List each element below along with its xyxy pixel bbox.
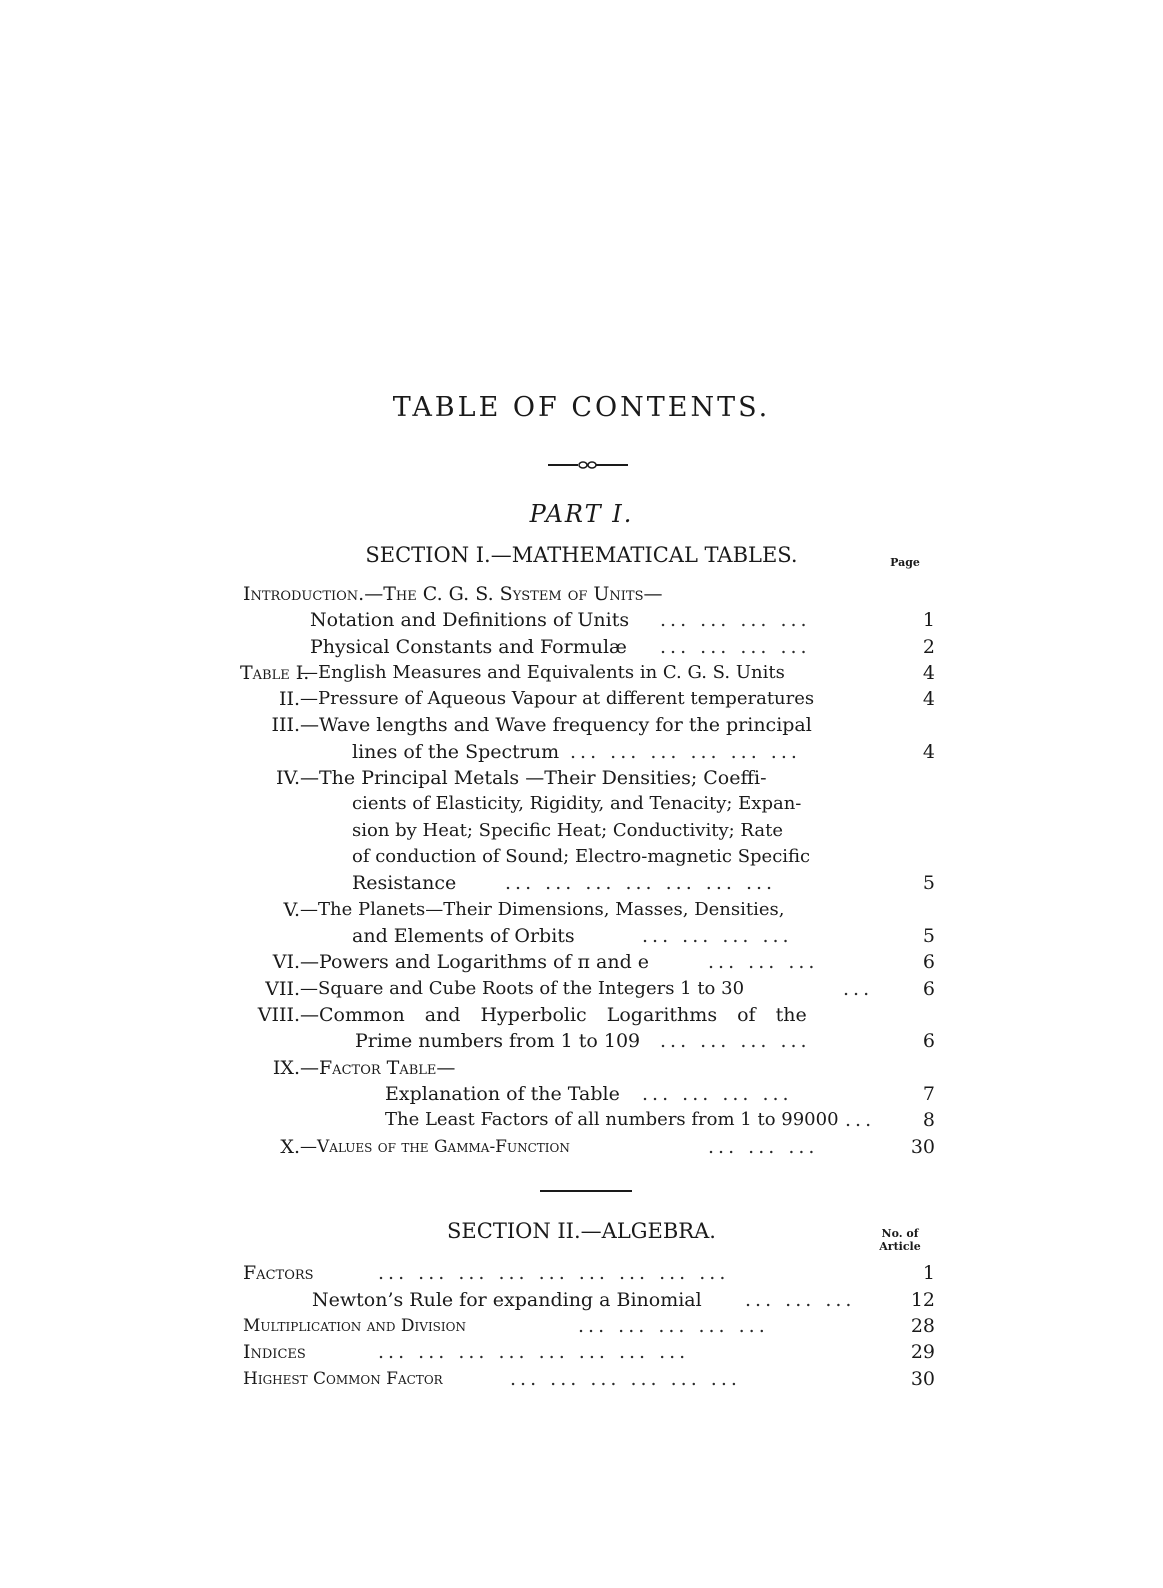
toc-entry-text: —Square and Cube Roots of the Integers 1 to 30 — [300, 978, 745, 999]
toc-row — [0, 1261, 1163, 1289]
toc-leader: ... — [845, 1109, 876, 1131]
toc-page-number: 30 — [910, 1136, 935, 1158]
toc-entry-text: Notation and Definitions of Units — [310, 609, 630, 631]
toc-table-number: VIII. — [257, 1004, 300, 1026]
page-title: TABLE OF CONTENTS. — [392, 392, 771, 423]
toc-entry-text: Prime numbers from 1 to 109 — [355, 1030, 641, 1052]
toc-entry-text: —The Principal Metals —Their Densities; Coeffi- — [300, 767, 767, 789]
ornament-divider — [548, 460, 628, 470]
toc-page-number: 7 — [922, 1083, 935, 1105]
toc-leader: ... ... ... ... — [660, 636, 811, 658]
toc-row — [0, 1288, 1163, 1316]
toc-row — [0, 608, 1163, 636]
toc-table-number: V. — [283, 899, 300, 921]
toc-row — [0, 1135, 1163, 1163]
page-column-label: Page — [890, 556, 920, 569]
toc-entry-text: Factors — [243, 1262, 314, 1284]
toc-entry-text: sion by Heat; Specific Heat; Conductivity; Rate — [352, 820, 783, 841]
part-heading: PART I. — [529, 500, 634, 528]
section-1-heading: SECTION I.—MATHEMATICAL TABLES. — [365, 543, 798, 567]
toc-entry-text: —Common and Hyperbolic Logarithms of the — [300, 1004, 807, 1026]
toc-leader: ... ... ... ... — [660, 609, 811, 631]
toc-entry-text: The Least Factors of all numbers from 1 to 99000 — [385, 1109, 839, 1130]
toc-table-number: IV. — [276, 767, 300, 789]
toc-article-number: 30 — [910, 1368, 935, 1390]
toc-entry-text: Indices — [243, 1341, 306, 1363]
toc-entry-text: Physical Constants and Formulæ — [310, 636, 627, 658]
toc-row — [0, 635, 1163, 663]
toc-leader: ... ... ... ... — [642, 925, 793, 947]
toc-leader: ... ... ... ... — [660, 1030, 811, 1052]
toc-leader: ... ... ... ... ... ... — [570, 741, 801, 763]
toc-page-number: 1 — [922, 609, 935, 631]
toc-entry-text: Introduction.—The C. G. S. System of Units— — [243, 583, 663, 605]
toc-row — [0, 740, 1163, 768]
toc-row — [0, 792, 1163, 820]
toc-entry-text: Newton’s Rule for expanding a Binomial — [312, 1289, 702, 1311]
toc-table-number: II. — [278, 688, 300, 710]
section-divider — [540, 1190, 632, 1192]
toc-row — [0, 1082, 1163, 1110]
toc-leader: ... ... ... ... — [642, 1083, 793, 1105]
toc-entry-text: Highest Common Factor — [243, 1369, 443, 1389]
toc-article-number: 29 — [910, 1341, 935, 1363]
toc-row — [0, 1003, 1163, 1031]
toc-leader: ... ... ... ... ... ... ... ... ... — [378, 1262, 730, 1284]
toc-row — [0, 819, 1163, 847]
toc-table-number: Table I. — [240, 662, 310, 684]
toc-entry-text: —English Measures and Equivalents in C. G. S. Units — [300, 662, 785, 683]
toc-table-number: X. — [280, 1136, 300, 1158]
toc-row — [0, 582, 1163, 610]
toc-entry-text: —Factor Table— — [300, 1057, 456, 1079]
toc-page-number: 4 — [922, 688, 935, 710]
toc-entry-text: —The Planets—Their Dimensions, Masses, Densities, — [300, 899, 785, 920]
toc-entry-text: Multiplication and Division — [243, 1316, 466, 1336]
toc-table-number: IX. — [272, 1057, 300, 1079]
toc-leader: ... ... ... ... ... ... ... — [505, 872, 777, 894]
toc-article-number: 28 — [910, 1315, 935, 1337]
article-column-label-line2: Article — [879, 1240, 921, 1253]
toc-leader: ... ... ... ... ... — [578, 1315, 769, 1337]
toc-entry-text: —Wave lengths and Wave frequency for the principal — [300, 714, 812, 736]
toc-row — [0, 1340, 1163, 1368]
toc-row — [0, 845, 1163, 873]
toc-entry-text: cients of Elasticity, Rigidity, and Tenacity; Expan- — [352, 793, 802, 814]
toc-row — [0, 898, 1163, 926]
toc-row — [0, 1108, 1163, 1136]
toc-entry-text: —Values of the Gamma-Function — [300, 1137, 570, 1157]
toc-page-number: 6 — [922, 978, 935, 1000]
toc-article-number: 12 — [910, 1289, 935, 1311]
toc-leader: ... ... ... ... ... ... — [510, 1368, 741, 1390]
toc-row — [0, 924, 1163, 952]
toc-page-number: 4 — [922, 741, 935, 763]
toc-entry-text: —Pressure of Aqueous Vapour at different temperatures — [300, 688, 815, 709]
toc-table-number: III. — [271, 714, 300, 736]
toc-table-number: VII. — [265, 978, 300, 1000]
toc-row — [0, 713, 1163, 741]
toc-row — [0, 661, 1163, 689]
toc-leader: ... ... ... — [708, 1136, 819, 1158]
toc-leader: ... ... ... ... ... ... ... ... — [378, 1341, 690, 1363]
article-column-label — [873, 1227, 927, 1253]
toc-leader: ... ... ... — [745, 1289, 856, 1311]
toc-row — [0, 766, 1163, 794]
toc-row — [0, 1029, 1163, 1057]
toc-page-number: 6 — [922, 951, 935, 973]
toc-row — [0, 1056, 1163, 1084]
toc-entry-text: and Elements of Orbits — [352, 925, 575, 947]
toc-table-number: VI. — [272, 951, 300, 973]
toc-entry-text: of conduction of Sound; Electro-magnetic Specific — [352, 846, 811, 867]
toc-page-number: 8 — [922, 1109, 935, 1131]
toc-page-number: 2 — [922, 636, 935, 658]
toc-entry-text: Explanation of the Table — [385, 1083, 620, 1105]
toc-page-number: 6 — [922, 1030, 935, 1052]
toc-row — [0, 950, 1163, 978]
toc-article-number: 1 — [922, 1262, 935, 1284]
toc-entry-text: —Powers and Logarithms of π and e — [300, 951, 650, 973]
toc-row — [0, 1314, 1163, 1342]
toc-page-number: 5 — [922, 872, 935, 894]
toc-row — [0, 687, 1163, 715]
toc-page-number: 5 — [922, 925, 935, 947]
section-2-heading: SECTION II.—ALGEBRA. — [447, 1219, 716, 1243]
toc-entry-text: lines of the Spectrum — [352, 741, 560, 763]
toc-leader: ... — [843, 978, 874, 1000]
toc-entry-text: Resistance — [352, 872, 457, 894]
toc-leader: ... ... ... — [708, 951, 819, 973]
toc-row — [0, 977, 1163, 1005]
toc-row — [0, 871, 1163, 899]
article-column-label-line1: No. of — [881, 1227, 919, 1240]
toc-page-number: 4 — [922, 662, 935, 684]
toc-row — [0, 1367, 1163, 1395]
